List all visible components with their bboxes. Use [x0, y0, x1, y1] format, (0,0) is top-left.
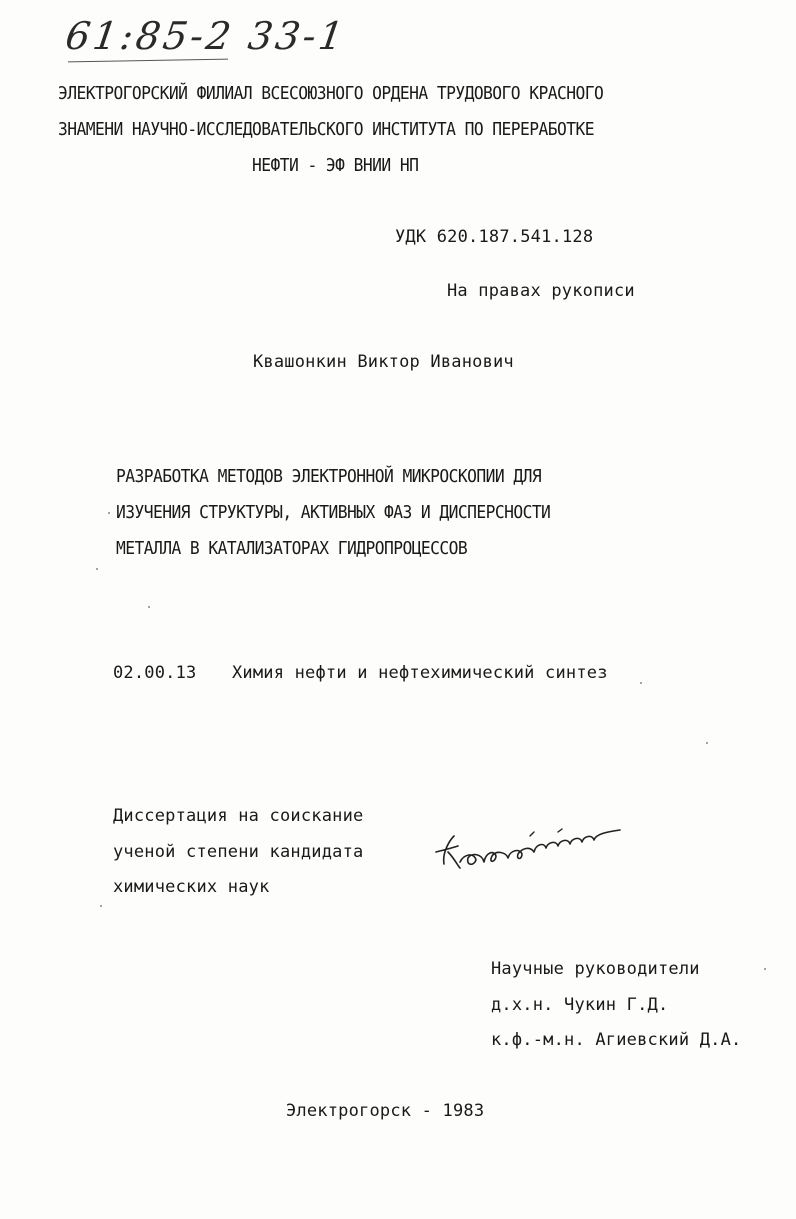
scan-speck	[764, 968, 766, 970]
author-signature	[430, 822, 630, 877]
institution-line-3: НЕФТИ - ЭФ ВНИИ НП	[252, 156, 419, 176]
specialty-code: 02.00.13	[113, 663, 197, 683]
specialty-name: Химия нефти и нефтехимический синтез	[232, 663, 608, 683]
supervisor-2: к.ф.-м.н. Агиевский Д.А.	[491, 1030, 742, 1050]
title-line-1: РАЗРАБОТКА МЕТОДОВ ЭЛЕКТРОННОЙ МИКРОСКОПИИ ДЛЯ	[116, 467, 542, 487]
supervisors-heading: Научные руководители	[491, 959, 700, 979]
archive-code: 61:85-2 33-1	[62, 14, 350, 58]
degree-line-3: химических наук	[113, 877, 270, 897]
scan-speck	[108, 512, 110, 514]
scan-speck	[640, 682, 642, 684]
scan-speck	[706, 742, 708, 744]
supervisor-1: д.х.н. Чукин Г.Д.	[491, 995, 669, 1015]
institution-line-1: ЭЛЕКТРОГОРСКИЙ ФИЛИАЛ ВСЕСОЮЗНОГО ОРДЕНА ТРУДОВОГО КРАСНОГО	[58, 84, 604, 104]
rights-note: На правах рукописи	[447, 281, 635, 301]
scan-speck	[148, 606, 150, 608]
place-and-year: Электрогорск - 1983	[286, 1101, 485, 1121]
title-line-3: МЕТАЛЛА В КАТАЛИЗАТОРАХ ГИДРОПРОЦЕССОВ	[116, 539, 468, 559]
degree-line-2: ученой степени кандидата	[113, 842, 364, 862]
institution-line-2: ЗНАМЕНИ НАУЧНО-ИССЛЕДОВАТЕЛЬСКОГО ИНСТИТУТА ПО ПЕРЕРАБОТКЕ	[58, 120, 594, 140]
udc-code: УДК 620.187.541.128	[395, 227, 594, 247]
scan-speck	[96, 568, 98, 570]
author-name: Квашонкин Виктор Иванович	[253, 352, 514, 372]
title-line-2: ИЗУЧЕНИЯ СТРУКТУРЫ, АКТИВНЫХ ФАЗ И ДИСПЕРСНОСТИ	[116, 503, 551, 523]
archive-code-underline	[68, 59, 228, 63]
degree-line-1: Диссертация на соискание	[113, 806, 364, 826]
scan-speck	[100, 905, 102, 907]
